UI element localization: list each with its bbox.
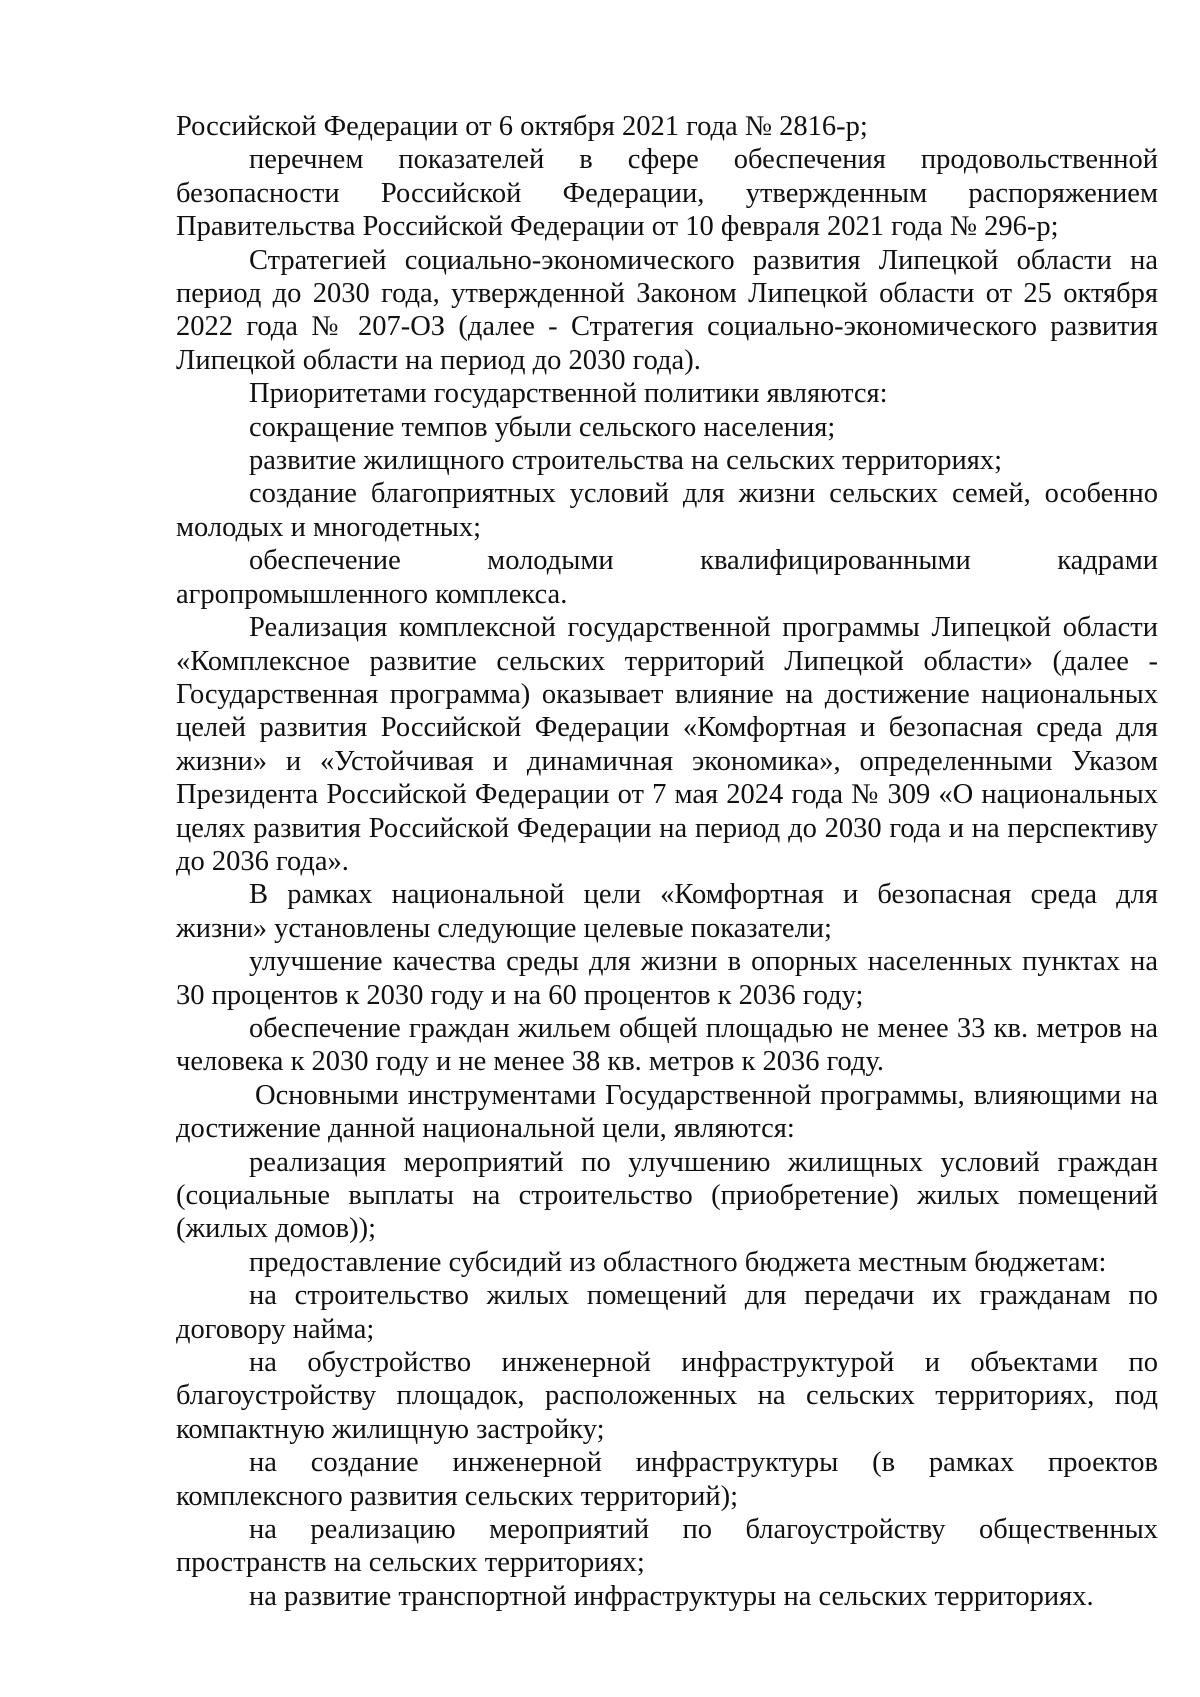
paragraph-13: Основными инструментами Государственной программы, влияющими на достижение данной национальной цели, являются: bbox=[176, 1079, 1158, 1145]
paragraph-15: предоставление субсидий из областного бюджета местным бюджетам: bbox=[249, 1246, 1107, 1278]
paragraph-3: Стратегией социально-экономического развития Липецкой области на период до 2030 года, утвержденной Законом Липецкой области от 25 октября 2022 года № 207-ОЗ (далее - Стратегия социально-экономического развития Липецкой области на период до 2030 года). bbox=[176, 244, 1158, 376]
paragraph-18: на создание инженерной инфраструктуры (в рамках проектов комплексного развития сельских территорий); bbox=[176, 1447, 1158, 1512]
paragraph-10: В рамках национальной цели «Комфортная и безопасная среда для жизни» установлены следующие целевые показатели; bbox=[176, 879, 1158, 944]
paragraph-1: Российской Федерации от 6 октября 2021 года № 2816-р; bbox=[176, 111, 868, 142]
paragraph-5: сокращение темпов убыли сельского населения; bbox=[249, 411, 836, 443]
paragraph-9: Реализация комплексной государственной программы Липецкой области «Комплексное развитие сельских территорий Липецкой области» (далее - Государственная программа) оказывает влияние на достижение национальных целей развития Российской Федерации «Комфортная и безопасная среда для жизни» и «Устойчивая и динамичная экономика», определенными Указом Президента Российской Федерации от 7 мая 2024 года № 309 «О национальных целях развития Российской Федерации на период до 2030 года и на перспективу до 2036 года». bbox=[176, 612, 1158, 877]
paragraph-6: развитие жилищного строительства на сельских территориях; bbox=[249, 445, 1003, 477]
paragraph-20: на развитие транспортной инфраструктуры на сельских территориях. bbox=[249, 1580, 1094, 1612]
paragraph-8: обеспечение молодыми квалифицированными кадрами агропромышленного комплекса. bbox=[176, 545, 1158, 610]
document-body bbox=[176, 110, 1158, 1613]
paragraph-11: улучшение качества среды для жизни в опорных населенных пунктах на 30 процентов к 2030 году и на 60 процентов к 2036 году; bbox=[176, 946, 1158, 1011]
paragraph-17: на обустройство инженерной инфраструктурой и объектами по благоустройству площадок, расположенных на сельских территориях, под компактную жилищную застройку; bbox=[176, 1347, 1158, 1445]
paragraph-7: создание благоприятных условий для жизни сельских семей, особенно молодых и многодетных; bbox=[176, 478, 1158, 543]
paragraph-19: на реализацию мероприятий по благоустройству общественных пространств на сельских территориях; bbox=[176, 1514, 1158, 1579]
paragraph-12: обеспечение граждан жильем общей площадью не менее 33 кв. метров на человека к 2030 году и не менее 38 кв. метров к 2036 году. bbox=[176, 1012, 1158, 1078]
paragraph-4: Приоритетами государственной политики являются: bbox=[249, 378, 888, 410]
paragraph-14: реализация мероприятий по улучшению жилищных условий граждан (социальные выплаты на строительство (приобретение) жилых помещений (жилых домов)); bbox=[176, 1146, 1158, 1245]
paragraph-2: перечнем показателей в сфере обеспечения продовольственной безопасности Российской Федерации, утвержденным распоряжением Правительства Российской Федерации от 10 февраля 2021 года № 296-р; bbox=[176, 144, 1158, 243]
paragraph-16: на строительство жилых помещений для передачи их гражданам по договору найма; bbox=[176, 1280, 1158, 1345]
